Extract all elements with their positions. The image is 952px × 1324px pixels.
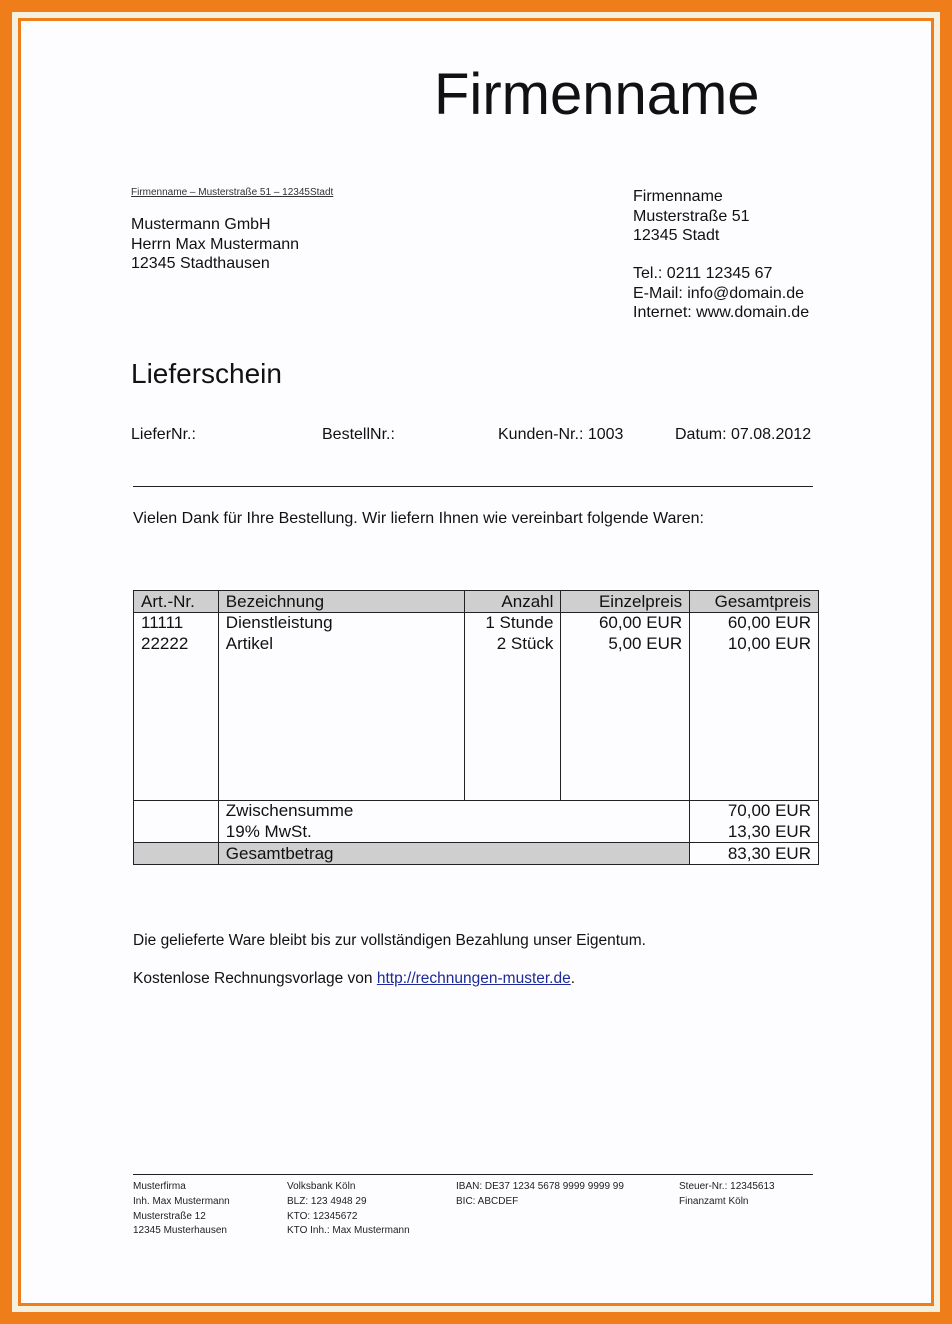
document-title: Lieferschein <box>131 358 282 389</box>
header-bezeichnung: Bezeichnung <box>218 591 464 613</box>
total-row <box>134 843 819 865</box>
header-anzahl: Anzahl <box>464 591 561 613</box>
tax-value: 13,30 EUR <box>690 822 819 843</box>
footer-company <box>133 1180 230 1239</box>
recipient-line: Herrn Max Mustermann <box>131 235 300 253</box>
contact-phone: Tel.: 0211 12345 67 <box>633 265 773 282</box>
cell-anzahl: 1 Stunde <box>464 613 561 634</box>
credit-link[interactable]: http://rechnungen-muster.de <box>376 970 571 987</box>
sender-line: Musterstraße 51 <box>633 207 750 225</box>
template-credit <box>133 970 575 988</box>
return-address-line: Firmenname – Musterstraße 51 – 12345Stadt <box>131 187 334 198</box>
total-label: Gesamtbetrag <box>218 843 689 865</box>
cell-gesamtpreis: 60,00 EUR <box>690 613 819 634</box>
company-title: Firmenname <box>434 62 760 127</box>
footer-line: Steuer-Nr.: 12345613 <box>679 1181 775 1192</box>
footer-line: BIC: ABCDEF <box>456 1195 519 1207</box>
total-value: 83,30 EUR <box>690 843 819 865</box>
customer-number: Kunden-Nr.: 1003 <box>498 426 624 443</box>
footer-line: IBAN: DE37 1234 5678 9999 9999 99 <box>456 1181 624 1192</box>
table-filler-row <box>134 654 819 801</box>
recipient-address <box>131 215 299 274</box>
sender-line: Firmenname <box>633 188 723 205</box>
footer-line: KTO Inh.: Max Mustermann <box>287 1225 410 1237</box>
order-number-label: BestellNr.: <box>322 426 395 443</box>
header-einzelpreis: Einzelpreis <box>561 591 690 613</box>
ownership-note: Die gelieferte Ware bleibt bis zur vollständigen Bezahlung unser Eigentum. <box>133 932 646 949</box>
document-date: Datum: 07.08.2012 <box>675 426 812 443</box>
footer-line: 12345 Musterhausen <box>133 1225 227 1237</box>
sender-address <box>633 187 749 246</box>
subtotal-label: Zwischensumme <box>218 801 689 822</box>
footer-tax <box>679 1180 775 1210</box>
items-table <box>133 590 819 865</box>
footer-line: BLZ: 123 4948 29 <box>287 1195 367 1207</box>
table-row <box>134 613 819 634</box>
cell-anzahl: 2 Stück <box>464 634 561 655</box>
header-art-nr: Art.-Nr. <box>134 591 219 613</box>
cell-art-nr: 22222 <box>134 634 219 655</box>
cell-bezeichnung: Dienstleistung <box>218 613 464 634</box>
recipient-line: Mustermann GmbH <box>131 216 271 233</box>
cell-einzelpreis: 60,00 EUR <box>561 613 690 634</box>
footer-line: Inh. Max Mustermann <box>133 1195 230 1207</box>
cell-gesamtpreis: 10,00 EUR <box>690 634 819 655</box>
footer-line: KTO: 12345672 <box>287 1210 358 1222</box>
contact-website: Internet: www.domain.de <box>633 304 810 321</box>
cell-bezeichnung: Artikel <box>218 634 464 655</box>
delivery-number-label: LieferNr.: <box>131 426 196 443</box>
footer-line: Volksbank Köln <box>287 1181 356 1192</box>
credit-prefix: Kostenlose Rechnungsvorlage von <box>133 970 377 987</box>
table-row <box>134 634 819 655</box>
footer-line: Finanzamt Köln <box>679 1195 749 1207</box>
credit-suffix: . <box>570 970 576 987</box>
sender-line: 12345 Stadt <box>633 227 720 244</box>
footer-line: Musterstraße 12 <box>133 1210 206 1222</box>
divider <box>133 486 813 487</box>
tax-label: 19% MwSt. <box>218 822 689 843</box>
sender-contact <box>633 264 809 323</box>
contact-email: E-Mail: info@domain.de <box>633 284 804 302</box>
footer-iban <box>456 1180 624 1210</box>
recipient-line: 12345 Stadthausen <box>131 255 270 272</box>
cell-art-nr: 11111 <box>134 613 219 634</box>
tax-row <box>134 822 819 843</box>
footer-bank <box>287 1180 410 1239</box>
footer-divider <box>133 1174 813 1175</box>
subtotal-row <box>134 801 819 822</box>
table-header-row <box>134 591 819 613</box>
footer-line: Musterfirma <box>133 1181 186 1192</box>
cell-einzelpreis: 5,00 EUR <box>561 634 690 655</box>
subtotal-value: 70,00 EUR <box>690 801 819 822</box>
header-gesamtpreis: Gesamtpreis <box>690 591 819 613</box>
intro-text: Vielen Dank für Ihre Bestellung. Wir liefern Ihnen wie vereinbart folgende Waren: <box>133 510 704 527</box>
